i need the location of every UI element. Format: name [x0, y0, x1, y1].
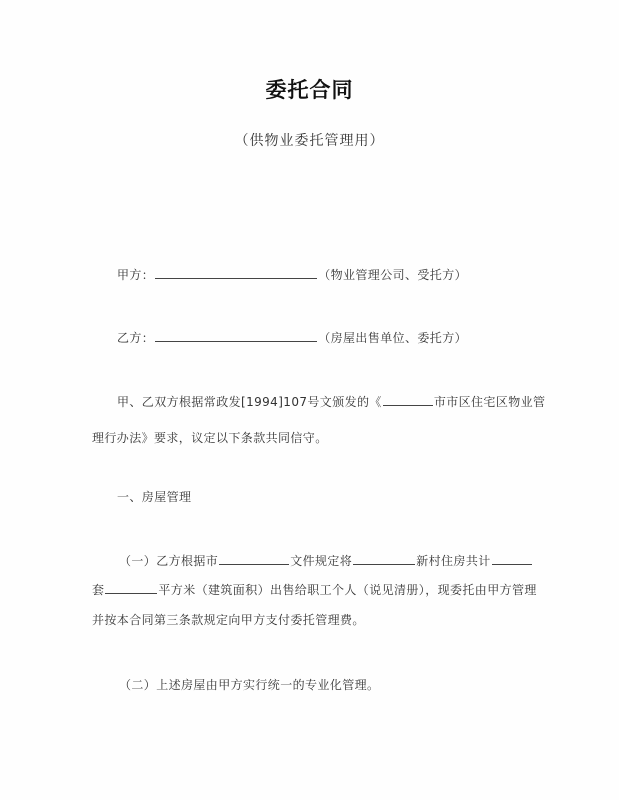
clause-text: 新村住房共计	[416, 554, 491, 568]
clause-1-line-3: 并按本合同第三条款规定向甲方支付委托管理费。	[92, 613, 365, 627]
preamble-line-2: 理行办法》要求，议定以下条款共同信守。	[92, 431, 328, 445]
village-name-blank[interactable]	[353, 552, 415, 565]
city-blank[interactable]	[383, 393, 433, 406]
preamble-line-1	[117, 393, 545, 410]
preamble-text: 甲、乙双方根据常政发[1994]107号文颁发的《	[117, 395, 382, 409]
clause-text: 文件规定将	[290, 554, 353, 568]
preamble-text: 市市区住宅区物业管	[433, 395, 546, 409]
clause-text: 平方米（建筑面积）出售给职工个人（说见清册），现委托由甲方管理	[158, 583, 537, 597]
party-a-label: 甲方：	[117, 268, 155, 282]
area-blank[interactable]	[105, 581, 157, 594]
document-title: 委托合同	[265, 78, 354, 102]
clause-2: （二）上述房屋由甲方实行统一的专业化管理。	[119, 678, 380, 692]
party-b-label: 乙方：	[117, 331, 155, 345]
clause-text: （一）乙方根据市	[119, 554, 219, 568]
document-number-blank[interactable]	[219, 552, 289, 565]
document-subtitle: （供物业委托管理用）	[234, 133, 385, 149]
party-b-note: （房屋出售单位、委托方）	[318, 331, 468, 345]
party-a-line	[117, 266, 467, 283]
party-a-note: （物业管理公司、受托方）	[318, 268, 468, 282]
section-1-heading: 一、房屋管理	[117, 490, 192, 504]
clause-1-line-2	[92, 581, 537, 598]
clause-text: 套	[92, 583, 105, 597]
clause-1-line-1	[119, 552, 533, 569]
party-a-blank[interactable]	[155, 266, 317, 279]
party-b-blank[interactable]	[155, 329, 317, 342]
unit-count-blank[interactable]	[492, 552, 532, 565]
party-b-line	[117, 329, 467, 346]
